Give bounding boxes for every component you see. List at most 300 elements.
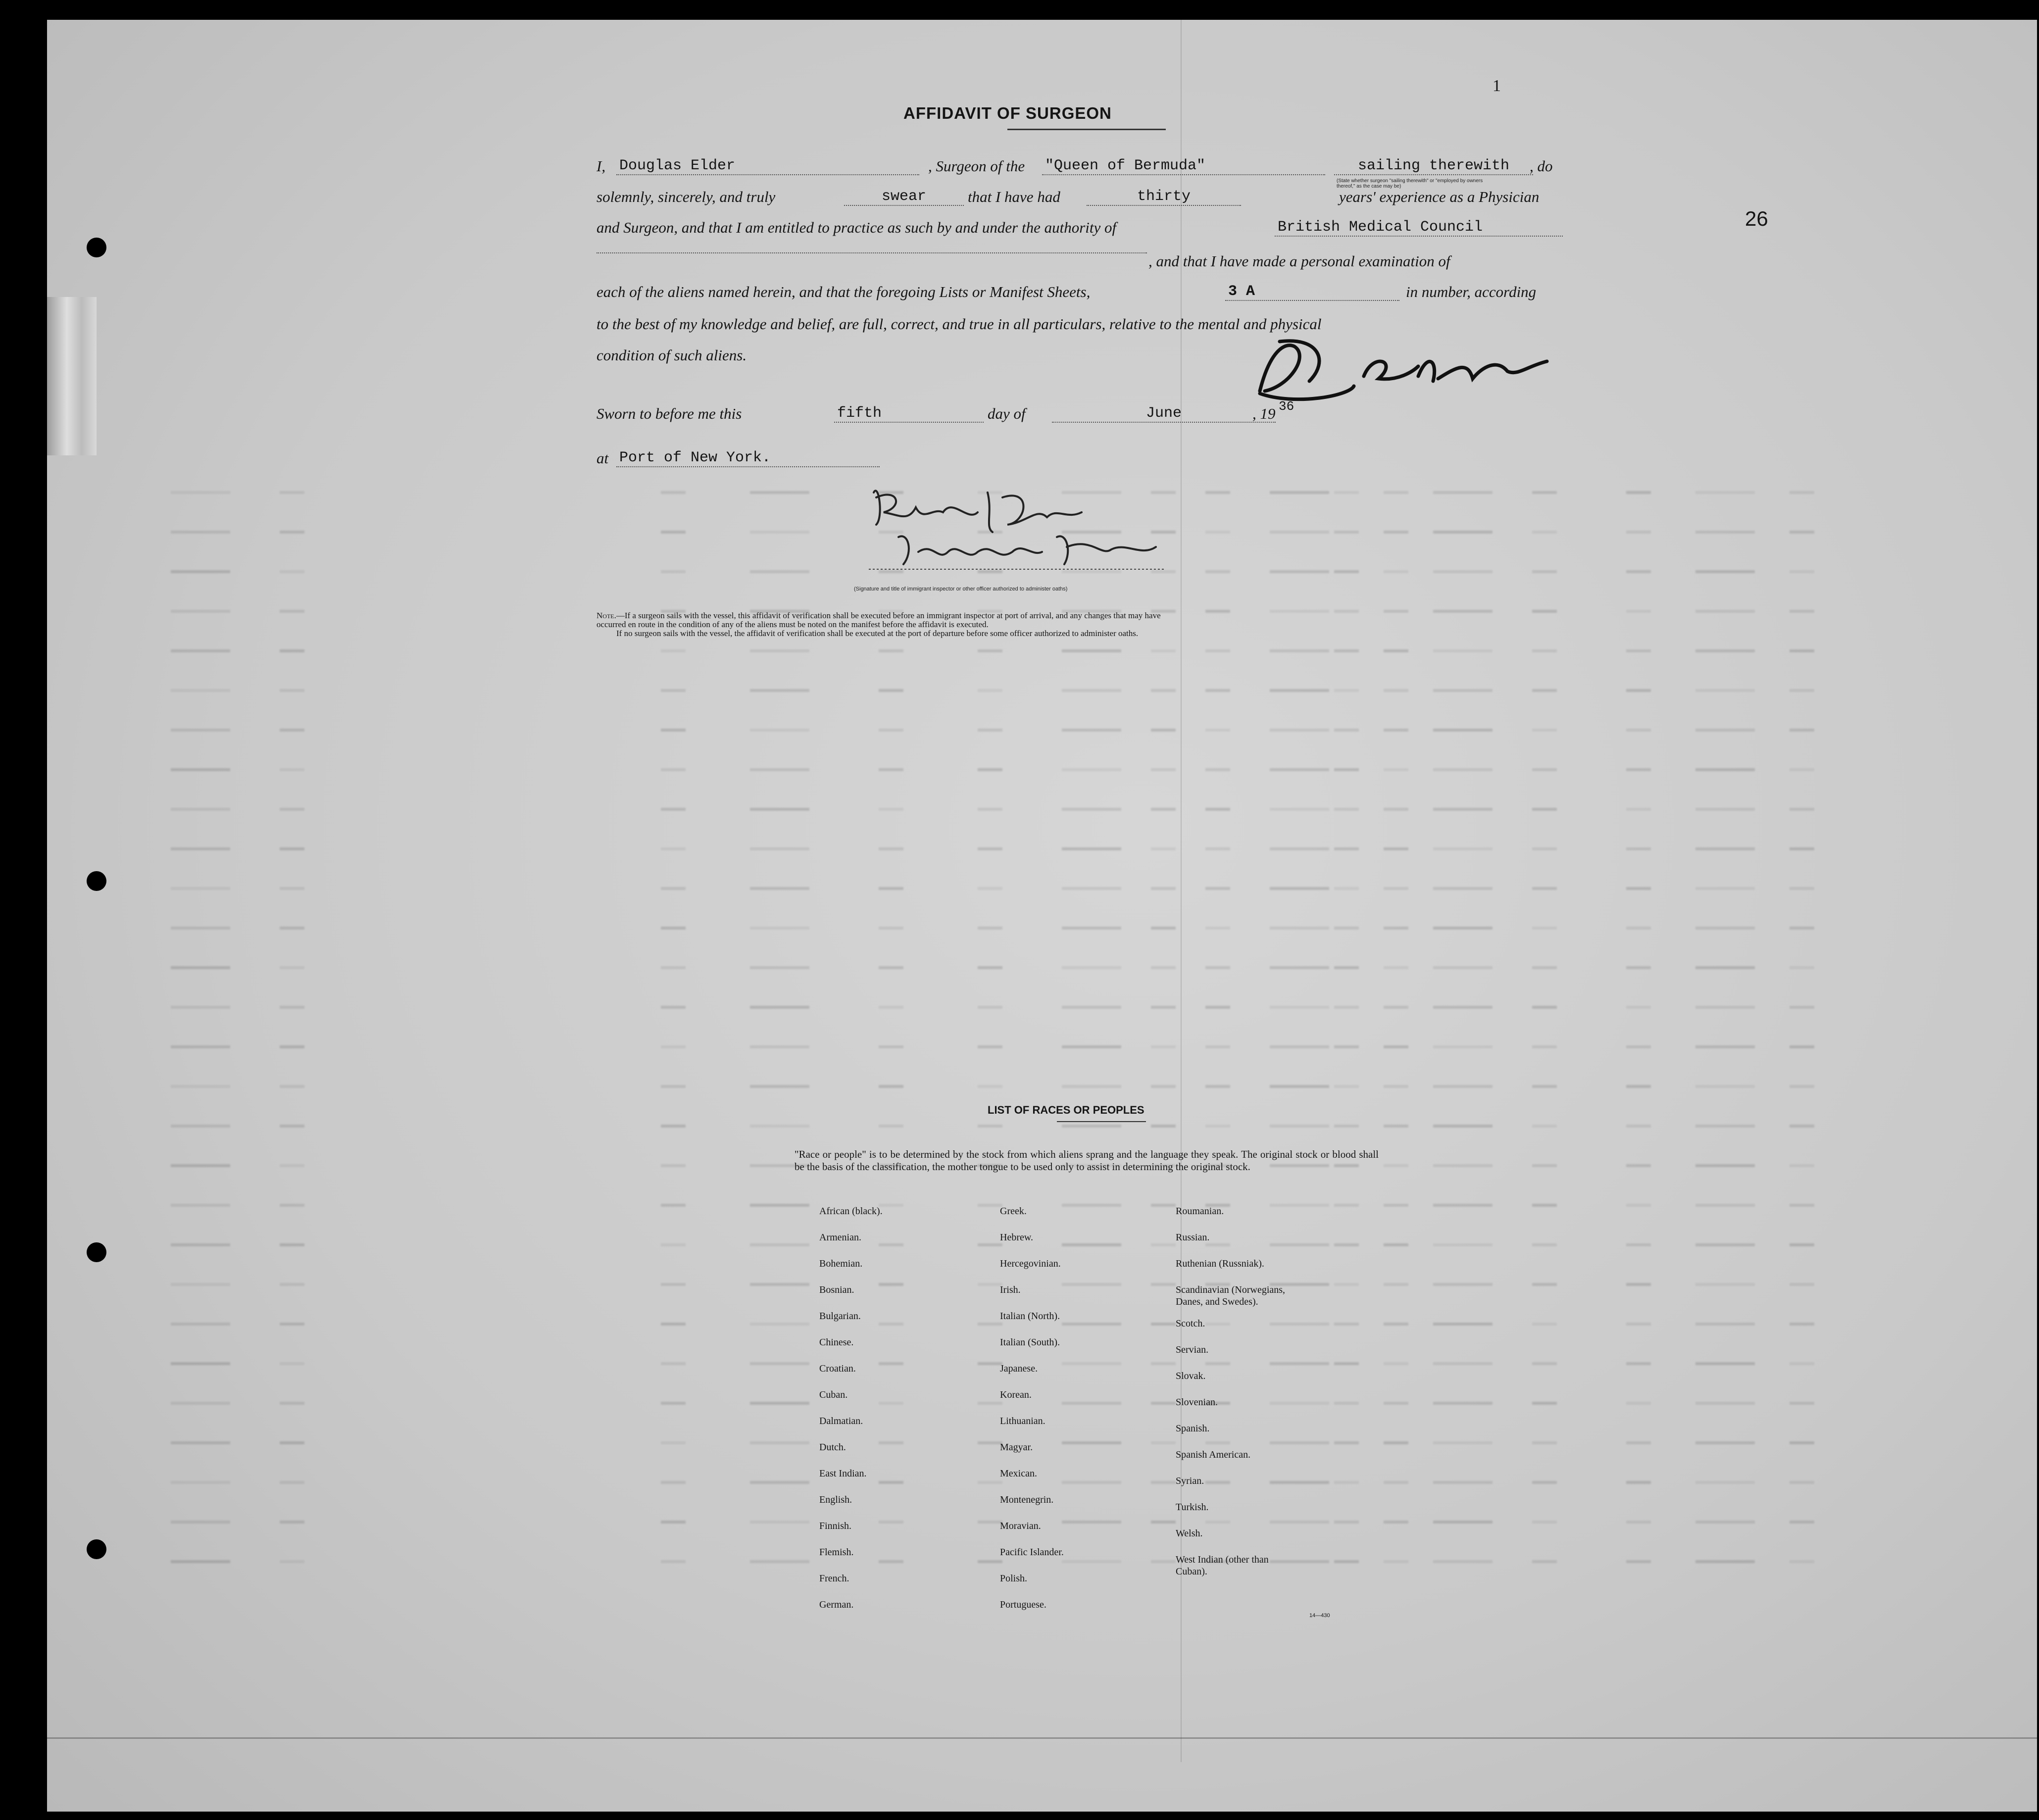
bleed-mark [1695,808,1755,811]
bleed-mark [1062,1441,1121,1444]
bleed-mark [879,1402,903,1405]
bleed-mark [1433,887,1492,890]
bleed-mark [1433,649,1492,652]
bleed-mark [1532,570,1557,573]
bleed-mark [171,1362,230,1365]
bleed-mark [978,1085,1002,1088]
bleed-through-row [47,1198,2037,1213]
bleed-mark [1433,1045,1492,1048]
bleed-mark [1270,887,1329,890]
race-entry: Flemish. [819,1547,854,1558]
bleed-mark [1695,689,1755,692]
bleed-mark [171,1560,230,1563]
bleed-mark [1532,847,1557,850]
race-entry: Roumanian. [1176,1206,1224,1217]
bleed-mark [1790,1283,1814,1286]
bleed-mark [1532,1481,1557,1484]
bleed-mark [1334,1323,1359,1326]
race-entry: Bosnian. [819,1284,854,1295]
race-entry: Magyar. [1000,1442,1033,1453]
sheets-count-field: 3 A [1225,283,1399,301]
bleed-mark [978,689,1002,692]
bleed-mark [280,570,304,573]
bleed-mark [750,1362,809,1365]
bleed-mark [1384,491,1408,494]
bleed-mark [1532,1045,1557,1048]
bleed-mark [1270,1204,1329,1207]
bleed-mark [1062,729,1121,732]
bleed-mark [978,1402,1002,1405]
bleed-mark [1790,808,1814,811]
bleed-mark [280,768,304,771]
bleed-mark [661,1006,686,1009]
bleed-mark [280,649,304,652]
bleed-mark [879,1283,903,1286]
bleed-mark [1151,1441,1176,1444]
bleed-mark [879,808,903,811]
bleed-mark [1205,768,1230,771]
bleed-mark [1334,1125,1359,1128]
bleed-mark [1151,808,1176,811]
bleed-mark [1626,847,1651,850]
bleed-mark [978,1283,1002,1286]
bleed-through-row [47,723,2037,738]
bleed-mark [1433,1164,1492,1167]
bleed-through-row [47,1475,2037,1490]
bleed-mark [661,1402,686,1405]
race-entry: Montenegrin. [1000,1494,1054,1505]
line-text: each of the aliens named herein, and that the foregoing Lists or Manifest Sheets, [597,283,1091,300]
bleed-mark [171,1481,230,1484]
bleed-mark [1270,649,1329,652]
bleed-mark [1532,1006,1557,1009]
bleed-mark [661,1125,686,1128]
bleed-mark [1532,1441,1557,1444]
bleed-through-row [47,762,2037,777]
bleed-mark [1626,768,1651,771]
bleed-mark [1270,531,1329,534]
bleed-mark [1384,966,1408,969]
bleed-mark [1695,1441,1755,1444]
bleed-mark [1433,1402,1492,1405]
bleed-mark [661,847,686,850]
sailing-status-field: sailing therewith [1334,157,1533,175]
bleed-mark [1790,1164,1814,1167]
bleed-mark [1384,1204,1408,1207]
bleed-mark [171,1045,230,1048]
bleed-mark [1695,1521,1755,1524]
bleed-mark [1062,1323,1121,1326]
bleed-mark [1532,729,1557,732]
bleed-mark [1062,1006,1121,1009]
bleed-mark [750,649,809,652]
bleed-mark [1334,1243,1359,1246]
bleed-mark [978,1006,1002,1009]
bleed-mark [1532,966,1557,969]
bleed-mark [1790,1204,1814,1207]
bleed-through-row [47,802,2037,817]
bleed-mark [1433,1125,1492,1128]
bleed-mark [1626,808,1651,811]
bleed-mark [171,1402,230,1405]
bleed-mark [1270,966,1329,969]
bleed-mark [171,1164,230,1167]
bleed-mark [879,966,903,969]
bleed-through-row [47,881,2037,896]
bleed-mark [1334,570,1359,573]
note-line-2: occurred en route in the condition of any of the aliens must be noted on the manifest before the affidavit is executed. [597,620,989,629]
bleed-through-row [47,960,2037,975]
race-entry: Moravian. [1000,1521,1041,1531]
bleed-mark [1695,610,1755,613]
bleed-mark [1270,927,1329,930]
bleed-mark [1790,491,1814,494]
bleed-mark [1062,1204,1121,1207]
bleed-mark [1334,847,1359,850]
bleed-mark [1790,729,1814,732]
bleed-mark [1384,1243,1408,1246]
bleed-mark [1384,1125,1408,1128]
bleed-mark [171,1283,230,1286]
bleed-mark [1695,531,1755,534]
affidavit-line-7: condition of such aliens. [597,346,747,364]
line-text: and Surgeon, and that I am entitled to practice as such by and under the authority of [597,219,1117,236]
bleed-mark [879,927,903,930]
bleed-mark [171,610,230,613]
bleed-mark [1270,1045,1329,1048]
bleed-mark [1334,887,1359,890]
bleed-mark [1790,847,1814,850]
bleed-mark [1626,531,1651,534]
bleed-mark [978,887,1002,890]
bleed-mark [879,729,903,732]
bleed-mark [171,1521,230,1524]
bleed-mark [1384,927,1408,930]
bleed-mark [280,1164,304,1167]
bleed-mark [1626,1006,1651,1009]
binder-hole [87,238,106,257]
bleed-mark [978,1521,1002,1524]
bleed-mark [1532,1560,1557,1563]
sworn-place-line [597,449,993,469]
bleed-mark [1790,927,1814,930]
bleed-through-row [47,1356,2037,1371]
bleed-mark [661,1204,686,1207]
bleed-mark [1433,927,1492,930]
bleed-mark [1151,1085,1176,1088]
bleed-mark [1790,768,1814,771]
bleed-mark [1626,927,1651,930]
bleed-mark [1062,1481,1121,1484]
bleed-mark [1334,1006,1359,1009]
bleed-mark [1151,729,1176,732]
bleed-mark [879,1362,903,1365]
bleed-mark [1532,1521,1557,1524]
bleed-mark [280,927,304,930]
bleed-mark [750,887,809,890]
bleed-mark [1151,1521,1176,1524]
bleed-mark [1790,610,1814,613]
bleed-mark [750,1481,809,1484]
race-entry: Chinese. [819,1337,854,1348]
race-entry: West Indian (other than Cuban). [1176,1554,1269,1577]
bleed-mark [1626,966,1651,969]
bleed-mark [750,1323,809,1326]
bleed-mark [879,1045,903,1048]
bleed-mark [1270,1243,1329,1246]
bleed-mark [879,1560,903,1563]
bleed-mark [1151,689,1176,692]
bleed-mark [1205,1125,1230,1128]
bleed-mark [171,887,230,890]
bleed-mark [1062,1243,1121,1246]
bleed-mark [1626,689,1651,692]
bleed-mark [171,927,230,930]
bleed-mark [978,1243,1002,1246]
bleed-mark [1062,1085,1121,1088]
bleed-mark [1532,1402,1557,1405]
bleed-mark [661,1441,686,1444]
bleed-mark [1384,1402,1408,1405]
bleed-mark [1151,966,1176,969]
bleed-mark [1151,649,1176,652]
affidavit-line-3 [597,219,1562,239]
race-entry: Italian (South). [1000,1337,1060,1348]
bleed-mark [1062,1045,1121,1048]
bleed-mark [280,1283,304,1286]
bleed-mark [171,729,230,732]
bleed-mark [879,1323,903,1326]
bleed-mark [1334,1045,1359,1048]
bleed-mark [661,927,686,930]
bleed-mark [879,1521,903,1524]
race-entry: Italian (North). [1000,1311,1060,1322]
bleed-mark [1433,570,1492,573]
bleed-mark [1790,1323,1814,1326]
bleed-mark [280,808,304,811]
bleed-mark [1270,729,1329,732]
authority-field: British Medical Council [1275,219,1563,237]
bleed-mark [1695,1402,1755,1405]
race-entry: Scandinavian (Norwegians, Danes, and Swedes). [1176,1284,1286,1307]
bleed-mark [1695,1204,1755,1207]
bleed-mark [1151,1560,1176,1563]
race-entry: Croatian. [819,1363,856,1374]
affidavit-line-4 [597,252,1562,272]
race-entry: Scotch. [1176,1318,1205,1329]
page-number: 26 [1745,207,1768,230]
title-underline [1007,129,1166,130]
bleed-mark [750,927,809,930]
bleed-mark [171,1243,230,1246]
bleed-mark [1205,887,1230,890]
bleed-mark [661,887,686,890]
bleed-mark [750,1560,809,1563]
bleed-mark [1270,768,1329,771]
bleed-mark [1062,689,1121,692]
years-field: thirty [1087,188,1241,206]
bleed-mark [1384,531,1408,534]
bleed-mark [280,966,304,969]
bleed-mark [1062,927,1121,930]
bleed-mark [661,1045,686,1048]
bleed-mark [1205,1323,1230,1326]
bleed-mark [1270,1521,1329,1524]
race-entry: Bohemian. [819,1258,863,1269]
bleed-mark [1790,570,1814,573]
bleed-mark [1790,1243,1814,1246]
bleed-mark [1433,1006,1492,1009]
line-text: that I have had [968,188,1060,205]
bleed-mark [1626,1243,1651,1246]
bleed-mark [1270,1362,1329,1365]
bleed-through-manifest [47,485,2037,1623]
bleed-mark [1270,1402,1329,1405]
line-text: , do [1530,157,1553,175]
bleed-mark [978,808,1002,811]
bleed-mark [1695,570,1755,573]
bleed-mark [1626,1362,1651,1365]
bleed-mark [1790,1045,1814,1048]
bleed-mark [1334,1521,1359,1524]
bleed-through-row [47,841,2037,856]
bleed-mark [1384,1362,1408,1365]
form-number: 14—430 [1309,1613,1330,1619]
bleed-mark [1790,1441,1814,1444]
bleed-mark [1334,1402,1359,1405]
bleed-mark [879,1006,903,1009]
bleed-mark [1151,847,1176,850]
bleed-mark [171,491,230,494]
sworn-day-field: fifth [834,405,984,423]
bleed-mark [978,649,1002,652]
bleed-mark [171,689,230,692]
races-intro: "Race or people" is to be determined by the stock from which aliens sprang and the language they speak. The original stock or blood shall be the basis of the classification, the mother tongue to be used only to assist in determining the original stock. [795,1148,1379,1173]
bleed-mark [1433,729,1492,732]
bleed-mark [1790,1362,1814,1365]
bleed-mark [879,649,903,652]
bleed-through-rule [47,1737,2037,1739]
race-entry: German. [819,1599,854,1610]
bleed-mark [1270,1560,1329,1563]
bleed-mark [1532,649,1557,652]
races-title: LIST OF RACES OR PEOPLES [988,1104,1144,1116]
bleed-mark [1062,768,1121,771]
bleed-mark [750,808,809,811]
bleed-mark [1695,1283,1755,1286]
bleed-mark [1384,887,1408,890]
bleed-mark [1205,649,1230,652]
bleed-mark [1433,1521,1492,1524]
note-line-1: —If a surgeon sails with the vessel, this affidavit of verification shall be executed before an immigrant inspector at port of arrival, and any changes that may have [616,611,1161,620]
bleed-mark [1695,649,1755,652]
bleed-mark [171,531,230,534]
bleed-mark [1205,1441,1230,1444]
bleed-mark [1205,1481,1230,1484]
bleed-mark [1205,729,1230,732]
race-entry: Spanish. [1176,1423,1210,1434]
bleed-mark [1626,1045,1651,1048]
race-entry: French. [819,1573,849,1584]
bleed-mark [1626,1283,1651,1286]
bleed-mark [171,966,230,969]
bleed-mark [1062,1362,1121,1365]
race-entry: Dutch. [819,1442,846,1453]
bleed-mark [280,491,304,494]
race-entry: Ruthenian (Russniak). [1176,1258,1264,1269]
bleed-mark [1532,808,1557,811]
surgeon-signature [1250,332,1557,406]
bleed-mark [280,1323,304,1326]
bleed-mark [1270,491,1329,494]
bleed-mark [1626,1521,1651,1524]
affidavit-note [597,611,1562,638]
bleed-mark [978,927,1002,930]
bleed-mark [1205,1085,1230,1088]
bleed-mark [1433,768,1492,771]
bleed-mark [661,1362,686,1365]
bleed-mark [1205,531,1230,534]
affidavit-line-6: to the best of my knowledge and belief, are full, correct, and true in all particulars, relative to the mental and physical [597,315,1322,333]
race-entry: Portuguese. [1000,1599,1046,1610]
bleed-mark [280,689,304,692]
bleed-mark [1384,768,1408,771]
bleed-mark [280,1045,304,1048]
bleed-mark [1205,491,1230,494]
bleed-mark [1626,649,1651,652]
line-text: in number, according [1406,283,1537,300]
bleed-mark [171,649,230,652]
bleed-mark [1626,729,1651,732]
note-label: Note. [597,611,616,620]
bleed-mark [1433,808,1492,811]
bleed-mark [1205,1362,1230,1365]
race-entry: Irish. [1000,1284,1021,1295]
line-text: , and that I have made a personal examination of [1148,252,1450,270]
bleed-through-row [47,921,2037,935]
bleed-mark [1151,768,1176,771]
bleed-mark [750,1283,809,1286]
bleed-mark [661,531,686,534]
bleed-mark [280,1362,304,1365]
document-sheet [47,20,2037,1812]
bleed-mark [1532,1283,1557,1286]
race-entry: Japanese. [1000,1363,1038,1374]
race-entry: Cuban. [819,1389,848,1400]
bleed-mark [1790,1560,1814,1563]
bleed-mark [879,768,903,771]
bleed-mark [1151,1204,1176,1207]
bleed-mark [280,1085,304,1088]
bleed-mark [1334,768,1359,771]
bleed-mark [1384,1560,1408,1563]
bleed-mark [1334,1441,1359,1444]
blank-field [597,252,1147,253]
bleed-mark [661,1164,686,1167]
bleed-mark [1151,1125,1176,1128]
bleed-mark [1695,729,1755,732]
bleed-mark [1695,1006,1755,1009]
bleed-mark [750,491,809,494]
bleed-mark [1532,491,1557,494]
bleed-mark [750,1243,809,1246]
affidavit-line-5 [597,283,1562,303]
bleed-mark [1151,1323,1176,1326]
bleed-mark [1384,1481,1408,1484]
bleed-mark [661,689,686,692]
races-underline [1057,1121,1146,1122]
bleed-mark [1205,808,1230,811]
